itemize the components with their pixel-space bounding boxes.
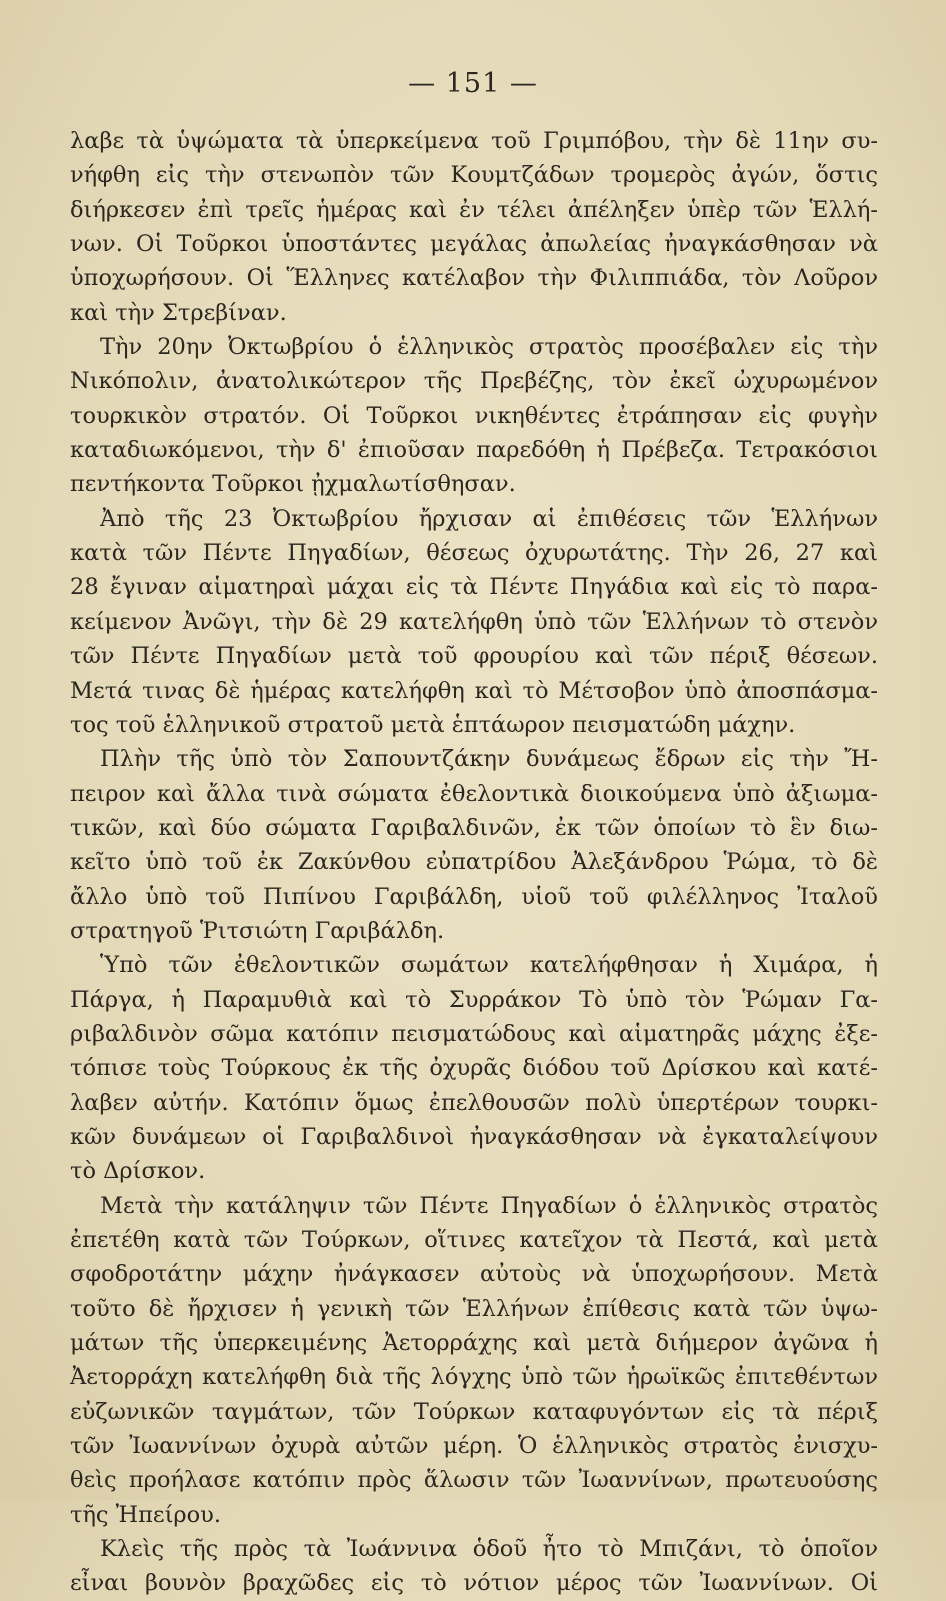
text-line: Μετὰ τὴν κατάληψιν τῶν Πέντε Πηγαδίων ὁ ἑλληνικὸς στρατὸς bbox=[100, 1192, 878, 1219]
text-line: ὑποχωρήσουν. Οἱ Ἕλληνες κατέλαβον τὴν Φιλιππιάδα, τὸν Λοῦρον bbox=[70, 265, 878, 292]
text-line: πειρον καὶ ἄλλα τινὰ σώματα ἐθελοντικὰ διοικούμενα ὑπὸ ἀξιωμα- bbox=[70, 780, 878, 807]
text-line: λαβεν αὐτήν. Κατόπιν ὅμως ἐπελθουσῶν πολὺ ὑπερτέρων τουρκι- bbox=[70, 1089, 878, 1116]
paragraph bbox=[70, 1189, 878, 1532]
text-line: νήφθη εἰς τὴν στενωπὸν τῶν Κουμτζάδων τρομερὸς ἀγών, ὅστις bbox=[70, 162, 878, 189]
text-line: Πάργα, ἡ Παραμυθιὰ καὶ τὸ Συρράκον Τὸ ὑπὸ τὸν Ῥώμαν Γα- bbox=[70, 986, 878, 1013]
text-line: τῶν Ἰωαννίνων ὀχυρὰ αὐτῶν μέρη. Ὁ ἑλληνικὸς στρατὸς ἐνισχυ- bbox=[70, 1433, 878, 1460]
text-line: πεντήκοντα Τοῦρκοι ᾐχμαλωτίσθησαν. bbox=[70, 471, 516, 498]
text-line: τουρκικὸν στρατόν. Οἱ Τοῦρκοι νικηθέντες ἐτράπησαν εἰς φυγὴν bbox=[70, 402, 878, 429]
text-line: κατὰ τῶν Πέντε Πηγαδίων, θέσεως ὀχυρωτάτης. Τὴν 26, 27 καὶ bbox=[70, 540, 878, 567]
text-line: εὐζωνικῶν ταγμάτων, τῶν Τούρκων καταφυγόντων εἰς τὰ πέριξ bbox=[70, 1398, 878, 1425]
paragraph bbox=[70, 742, 878, 948]
text-line: ἄλλο ὑπὸ τοῦ Πιπίνου Γαριβάλδη, υἱοῦ τοῦ φιλέλληνος Ἰταλοῦ bbox=[70, 883, 878, 910]
paragraph bbox=[70, 1532, 878, 1601]
text-line: τὸ Δρίσκον. bbox=[70, 1158, 206, 1185]
text-line: νων. Οἱ Τοῦρκοι ὑποστάντες μεγάλας ἀπωλείας ἠναγκάσθησαν νὰ bbox=[70, 231, 878, 258]
paragraph bbox=[70, 502, 878, 742]
text-line: καταδιωκόμενοι, τὴν δ' ἐπιοῦσαν παρεδόθη ἡ Πρέβεζα. Τετρακόσιοι bbox=[70, 437, 878, 464]
text-line: τος τοῦ ἑλληνικοῦ στρατοῦ μετὰ ἑπτάωρον πεισματώδη μάχην. bbox=[70, 711, 796, 738]
text-body bbox=[70, 124, 878, 1601]
text-line: λαβε τὰ ὑψώματα τὰ ὑπερκείμενα τοῦ Γριμπόβου, τὴν δὲ 11ην συ- bbox=[70, 128, 878, 154]
text-line: Ἀετορράχη κατελήφθη διὰ τῆς λόγχης ὑπὸ τῶν ἡρωϊκῶς ἐπιτεθέντων bbox=[70, 1364, 878, 1391]
text-line: ἐπετέθη κατὰ τῶν Τούρκων, οἵτινες κατεῖχον τὰ Πεστά, καὶ μετὰ bbox=[70, 1227, 878, 1253]
text-line: Τὴν 20ην Ὀκτωβρίου ὁ ἑλληνικὸς στρατὸς προσέβαλεν εἰς τὴν bbox=[100, 334, 878, 361]
text-line: τῶν Πέντε Πηγαδίων μετὰ τοῦ φρουρίου καὶ τῶν πέριξ θέσεων. bbox=[70, 643, 878, 670]
text-line: Μετά τινας δὲ ἡμέρας κατελήφθη καὶ τὸ Μέτσοβον ὑπὸ ἀποσπάσμα- bbox=[70, 677, 878, 704]
text-line: σφοδροτάτην μάχην ἠνάγκασεν αὐτοὺς νὰ ὑποχωρήσουν. Μετὰ bbox=[70, 1261, 878, 1288]
paragraph bbox=[70, 124, 878, 330]
text-line: κεῖτο ὑπὸ τοῦ ἐκ Ζακύνθου εὐπατρίδου Ἀλεξάνδρου Ῥώμα, τὸ δὲ bbox=[70, 849, 878, 876]
text-line: εἶναι βουνὸν βραχῶδες εἰς τὸ νότιον μέρος τῶν Ἰωαννίνων. Οἱ bbox=[70, 1570, 878, 1597]
text-line: τόπισε τοὺς Τούρκους ἐκ τῆς ὀχυρᾶς διόδου τοῦ Δρίσκου καὶ κατέ- bbox=[70, 1055, 878, 1082]
text-line: Ὑπὸ τῶν ἐθελοντικῶν σωμάτων κατελήφθησαν ἡ Χιμάρα, ἡ bbox=[100, 952, 878, 979]
text-line: διήρκεσεν ἐπὶ τρεῖς ἡμέρας καὶ ἐν τέλει ἀπέληξεν ὑπὲρ τῶν Ἑλλή- bbox=[70, 196, 878, 223]
text-line: τοῦτο δὲ ἤρχισεν ἡ γενικὴ τῶν Ἑλλήνων ἐπίθεσις κατὰ τῶν ὑψω- bbox=[70, 1295, 878, 1322]
paragraph bbox=[70, 948, 878, 1188]
page-number: — 151 — bbox=[408, 68, 538, 99]
text-line: τῆς Ἠπείρου. bbox=[70, 1501, 222, 1528]
text-line: Ἀπὸ τῆς 23 Ὀκτωβρίου ἤρχισαν αἱ ἐπιθέσεις τῶν Ἑλλήνων bbox=[100, 505, 878, 532]
text-line: κείμενον Ἀνῶγι, τὴν δὲ 29 κατελήφθη ὑπὸ τῶν Ἑλλήνων τὸ στενὸν bbox=[70, 608, 878, 635]
text-line: στρατηγοῦ Ῥιτσιώτη Γαριβάλδη. bbox=[70, 917, 445, 944]
text-line: 28 ἔγιναν αἱματηραὶ μάχαι εἰς τὰ Πέντε Πηγάδια καὶ εἰς τὸ παρα- bbox=[70, 574, 878, 601]
text-line: θεὶς προήλασε κατόπιν πρὸς ἅλωσιν τῶν Ἰωαννίνων, πρωτευούσης bbox=[70, 1467, 878, 1494]
text-line: ριβαλδινὸν σῶμα κατόπιν πεισματώδους καὶ αἱματηρᾶς μάχης ἐξε- bbox=[70, 1020, 878, 1047]
text-line: Κλεὶς τῆς πρὸς τὰ Ἰωάννινα ὁδοῦ ἦτο τὸ Μπιζάνι, τὸ ὁποῖον bbox=[100, 1536, 878, 1563]
text-line: Νικόπολιν, ἀνατολικώτερον τῆς Πρεβέζης, τὸν ἐκεῖ ὠχυρωμένον bbox=[70, 368, 878, 395]
paragraph bbox=[70, 330, 878, 502]
text-line: κῶν δυνάμεων οἱ Γαριβαλδινοὶ ἠναγκάσθησαν νὰ ἐγκαταλείψουν bbox=[70, 1123, 878, 1150]
text-line: τικῶν, καὶ δύο σώματα Γαριβαλδινῶν, ἐκ τῶν ὁποίων τὸ ἓν διω- bbox=[70, 814, 878, 841]
text-line: μάτων τῆς ὑπερκειμένης Ἀετορράχης καὶ μετὰ διήμερον ἀγῶνα ἡ bbox=[70, 1330, 878, 1357]
text-line: Πλὴν τῆς ὑπὸ τὸν Σαπουντζάκην δυνάμεως ἔδρων εἰς τὴν Ἤ- bbox=[100, 746, 878, 773]
text-line: καὶ τὴν Στρεβίναν. bbox=[70, 299, 287, 326]
